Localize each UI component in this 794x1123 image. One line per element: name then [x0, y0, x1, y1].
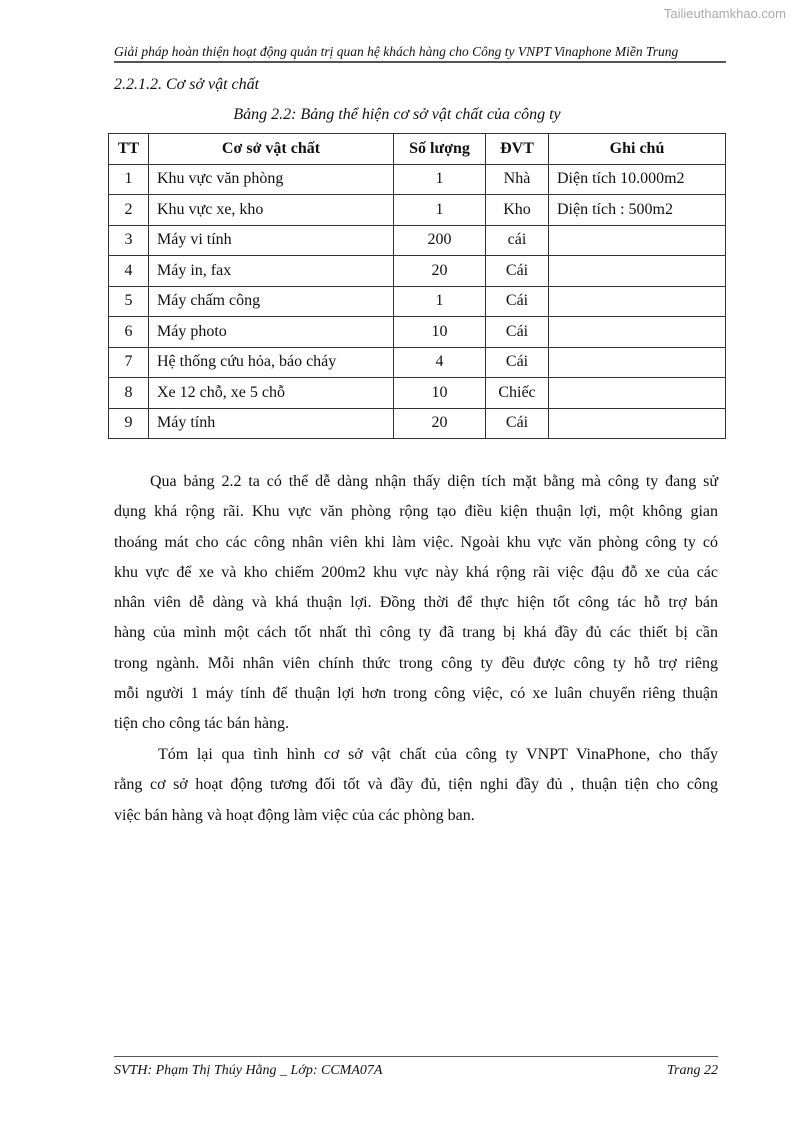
footer-author: SVTH: Phạm Thị Thúy Hằng _ Lớp: CCMA07A	[114, 1063, 383, 1078]
text-line: khu vực để xe và kho chiếm 200m2 khu vực này khá rộng rãi việc đậu đỗ xe của các	[114, 563, 718, 581]
table-cell: 200	[394, 225, 486, 256]
table-cell: 9	[109, 408, 149, 439]
text-line: hàng của mình một cách tốt nhất thì công ty đã trang bị khá đầy đủ các thiết bị cần	[114, 624, 718, 642]
table-cell: 7	[109, 347, 149, 378]
table-cell: Máy in, fax	[149, 256, 394, 287]
table-cell: Cái	[486, 317, 549, 348]
table-cell: Khu vực xe, kho	[149, 195, 394, 226]
page-number: Trang 22	[667, 1063, 718, 1078]
table-cell: Xe 12 chỗ, xe 5 chỗ	[149, 378, 394, 409]
table-cell: Kho	[486, 195, 549, 226]
text-line: mỗi người 1 máy tính để thuận lợi hơn trong công việc, có xe luân chuyển riêng thuận	[114, 685, 718, 703]
text-line: nhân viên dễ dàng và khá thuận lợi. Đồng thời để thực hiện tốt công tác hỗ trợ bán	[114, 594, 718, 612]
table-row	[109, 286, 726, 317]
table-cell	[549, 378, 726, 409]
column-header: Ghi chú	[549, 134, 726, 165]
table-cell	[549, 408, 726, 439]
text-line: Tóm lại qua tình hình cơ sở vật chất của công ty VNPT VinaPhone, cho thấy	[158, 746, 718, 763]
table-cell: Diện tích 10.000m2	[549, 164, 726, 195]
table-cell: 4	[109, 256, 149, 287]
table-cell: 5	[109, 286, 149, 317]
table-cell: 3	[109, 225, 149, 256]
table-cell: 1	[394, 195, 486, 226]
table-cell: 10	[394, 378, 486, 409]
table-cell: Máy chấm công	[149, 286, 394, 317]
text-line: thoáng mát cho các công nhân viên khi làm việc. Ngoài khu vực văn phòng công ty có	[114, 533, 718, 551]
table-cell: Cái	[486, 347, 549, 378]
text-line: trong ngành. Mỗi nhân viên chính thức trong công ty đều được công ty hỗ trợ riêng	[114, 654, 718, 672]
table-row	[109, 317, 726, 348]
table-cell: 20	[394, 256, 486, 287]
table-cell: Cái	[486, 286, 549, 317]
table-cell: Khu vực văn phòng	[149, 164, 394, 195]
table-row	[109, 408, 726, 439]
table-cell: Hệ thống cứu hỏa, báo cháy	[149, 347, 394, 378]
table-cell: 4	[394, 347, 486, 378]
table-cell: Diện tích : 500m2	[549, 195, 726, 226]
table-cell	[549, 225, 726, 256]
table-cell: 10	[394, 317, 486, 348]
table-row	[109, 195, 726, 226]
text-line: rằng cơ sở hoạt động tương đối tốt và đầy đủ, tiện nghi đầy đủ , thuận tiện cho công	[114, 776, 718, 794]
watermark: Tailieuthamkhao.com	[663, 6, 786, 21]
table-cell: 1	[109, 164, 149, 195]
text-line: tiện cho công tác bán hàng.	[114, 715, 290, 733]
table-cell	[549, 286, 726, 317]
running-header: Giải pháp hoàn thiện hoạt động quản trị quan hệ khách hàng cho Công ty VNPT Vinaphone Miền Trung	[114, 44, 726, 63]
column-header: TT	[109, 134, 149, 165]
page-footer	[114, 1056, 718, 1079]
table-cell	[549, 347, 726, 378]
table-row	[109, 225, 726, 256]
table-cell: 2	[109, 195, 149, 226]
column-header: Số lượng	[394, 134, 486, 165]
table-cell: Máy vi tính	[149, 225, 394, 256]
table-cell: Máy photo	[149, 317, 394, 348]
table-cell: 8	[109, 378, 149, 409]
text-line: việc bán hàng và hoạt động làm việc của các phòng ban.	[114, 806, 475, 824]
facilities-table	[108, 133, 726, 439]
text-line: Qua bảng 2.2 ta có thể dễ dàng nhận thấy diện tích mặt bằng mà công ty đang sử	[150, 473, 718, 490]
column-header: Cơ sở vật chất	[149, 134, 394, 165]
table-caption: Bảng 2.2: Bảng thể hiện cơ sở vật chất của công ty	[233, 106, 561, 123]
paragraph-1	[114, 467, 718, 740]
table-cell: Cái	[486, 256, 549, 287]
paragraph-2	[114, 740, 718, 831]
table-row	[109, 164, 726, 195]
table-header-row	[109, 134, 726, 165]
table-cell: Nhà	[486, 164, 549, 195]
table-cell: Máy tính	[149, 408, 394, 439]
table-cell: 1	[394, 164, 486, 195]
table-cell: 20	[394, 408, 486, 439]
text-line: dụng khá rộng rãi. Khu vực văn phòng rộng tạo điều kiện thuận lợi, một không gian	[114, 503, 718, 521]
table-cell: cái	[486, 225, 549, 256]
table-cell: Chiếc	[486, 378, 549, 409]
table-cell: Cái	[486, 408, 549, 439]
column-header: ĐVT	[486, 134, 549, 165]
table-cell: 6	[109, 317, 149, 348]
table-cell	[549, 256, 726, 287]
table-cell: 1	[394, 286, 486, 317]
table-cell	[549, 317, 726, 348]
section-title: 2.2.1.2. Cơ sở vật chất	[114, 76, 260, 93]
table-row	[109, 378, 726, 409]
table-row	[109, 256, 726, 287]
table-row	[109, 347, 726, 378]
